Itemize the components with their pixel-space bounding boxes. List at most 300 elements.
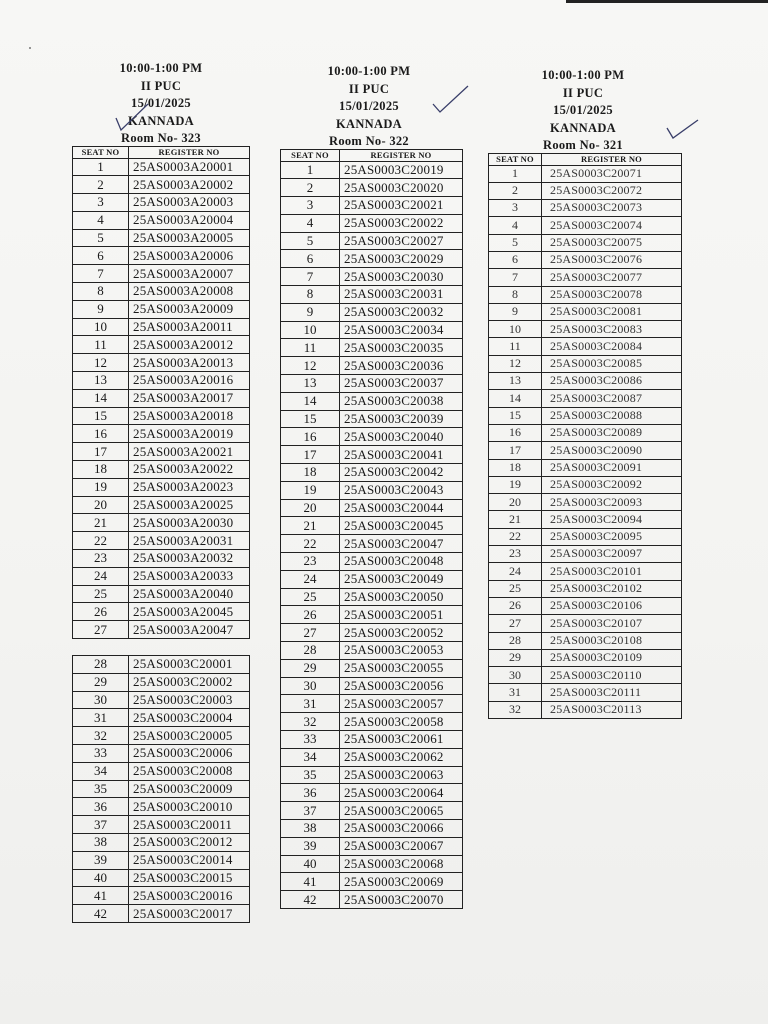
table-row: [281, 802, 463, 820]
table-row: [73, 407, 250, 425]
seat-number: 20: [73, 496, 129, 514]
table-row: [73, 354, 250, 372]
register-number: 25AS0003C20070: [340, 891, 463, 909]
seat-no-header: SEAT NO: [281, 149, 340, 161]
register-number: 25AS0003A20030: [129, 514, 250, 532]
seat-number: 40: [73, 869, 129, 887]
seat-number: 10: [73, 318, 129, 336]
table-row: [73, 443, 250, 461]
register-number: 25AS0003C20072: [542, 182, 682, 199]
seat-number: 35: [73, 780, 129, 798]
register-number: 25AS0003C20111: [542, 684, 682, 701]
seat-number: 25: [489, 580, 542, 597]
register-number: 25AS0003C20021: [340, 197, 463, 215]
seat-number: 22: [281, 535, 340, 553]
register-number: 25AS0003C20102: [542, 580, 682, 597]
register-number: 25AS0003C20011: [129, 816, 250, 834]
table-row: [73, 425, 250, 443]
register-number: 25AS0003A20001: [129, 158, 250, 176]
table-row: [281, 570, 463, 588]
seat-number: 8: [73, 283, 129, 301]
table-row: [489, 251, 682, 268]
table-row: [489, 407, 682, 424]
table-row: [281, 606, 463, 624]
seat-number: 28: [489, 632, 542, 649]
seat-number: 9: [489, 303, 542, 320]
register-number: 25AS0003C20069: [340, 873, 463, 891]
table-row: [73, 833, 250, 851]
room-number: Room No- 322: [329, 134, 409, 148]
table-row: [489, 615, 682, 632]
register-number: 25AS0003C20091: [542, 459, 682, 476]
register-number: 25AS0003C20071: [542, 165, 682, 182]
register-number: 25AS0003C20053: [340, 642, 463, 660]
register-number: 25AS0003C20058: [340, 713, 463, 731]
register-number: 25AS0003C20006: [129, 745, 250, 763]
register-number: 25AS0003C20056: [340, 677, 463, 695]
register-number: 25AS0003C20044: [340, 499, 463, 517]
register-number: 25AS0003A20018: [129, 407, 250, 425]
register-number: 25AS0003C20041: [340, 446, 463, 464]
seat-number: 18: [73, 461, 129, 479]
table-row: [489, 442, 682, 459]
register-number: 25AS0003C20002: [129, 673, 250, 691]
table-row: [489, 321, 682, 338]
seat-number: 17: [281, 446, 340, 464]
register-number: 25AS0003A20033: [129, 567, 250, 585]
seat-number: 7: [73, 265, 129, 283]
register-number: 25AS0003C20027: [340, 232, 463, 250]
table-row: [73, 318, 250, 336]
seat-number: 19: [489, 476, 542, 493]
seat-number: 25: [281, 588, 340, 606]
register-number: 25AS0003C20097: [542, 546, 682, 563]
register-number: 25AS0003C20030: [340, 268, 463, 286]
register-number: 25AS0003C20047: [340, 535, 463, 553]
seat-number: 3: [281, 197, 340, 215]
seat-number: 26: [489, 597, 542, 614]
table-row: [281, 250, 463, 268]
table-row: [281, 286, 463, 304]
exam-subject: KANNADA: [550, 120, 616, 135]
room-header: [72, 60, 250, 148]
register-number: 25AS0003A20004: [129, 211, 250, 229]
table-row: [73, 656, 250, 674]
seat-number: 24: [281, 570, 340, 588]
seat-number: 33: [73, 745, 129, 763]
seat-number: 27: [73, 621, 129, 639]
exam-date: 15/01/2025: [553, 103, 613, 117]
seat-number: 32: [489, 701, 542, 718]
table-row: [73, 496, 250, 514]
seat-number: 2: [73, 176, 129, 194]
register-number: 25AS0003C20029: [340, 250, 463, 268]
seat-number: 29: [73, 673, 129, 691]
table-row: [73, 550, 250, 568]
table-row: [73, 194, 250, 212]
seat-number: 22: [489, 528, 542, 545]
room-322-column: [280, 63, 463, 909]
exam-date: 15/01/2025: [339, 99, 399, 113]
table-row: [281, 268, 463, 286]
table-row: [281, 553, 463, 571]
register-number: 25AS0003C20052: [340, 624, 463, 642]
seat-number: 5: [489, 234, 542, 251]
seat-number: 17: [489, 442, 542, 459]
register-number: 25AS0003C20068: [340, 855, 463, 873]
seat-number: 28: [281, 642, 340, 660]
register-number: 25AS0003A20003: [129, 194, 250, 212]
register-number: 25AS0003A20045: [129, 603, 250, 621]
table-row: [281, 659, 463, 677]
table-row: [281, 339, 463, 357]
table-row: [73, 176, 250, 194]
seat-no-header: SEAT NO: [73, 146, 129, 158]
register-number: 25AS0003A20031: [129, 532, 250, 550]
exam-date: 15/01/2025: [131, 96, 191, 110]
exam-subject: KANNADA: [128, 113, 194, 128]
register-number: 25AS0003A20019: [129, 425, 250, 443]
seat-number: 30: [489, 667, 542, 684]
register-number: 25AS0003C20085: [542, 355, 682, 372]
seat-number: 36: [73, 798, 129, 816]
table-row: [281, 179, 463, 197]
table-row: [281, 588, 463, 606]
table-row: [73, 887, 250, 905]
table-row: [281, 197, 463, 215]
column-header-row: [489, 153, 682, 165]
register-number: 25AS0003C20034: [340, 321, 463, 339]
seat-number: 38: [73, 833, 129, 851]
register-number: 25AS0003C20031: [340, 286, 463, 304]
table-row: [281, 499, 463, 517]
seat-number: 27: [281, 624, 340, 642]
table-row: [489, 373, 682, 390]
register-number: 25AS0003C20015: [129, 869, 250, 887]
seat-number: 19: [73, 478, 129, 496]
register-number: 25AS0003A20008: [129, 283, 250, 301]
table-row: [73, 816, 250, 834]
register-number: 25AS0003C20106: [542, 597, 682, 614]
seat-number: 24: [73, 567, 129, 585]
seat-number: 31: [489, 684, 542, 701]
register-number: 25AS0003A20011: [129, 318, 250, 336]
register-no-header: REGISTER NO: [542, 153, 682, 165]
table-row: [281, 517, 463, 535]
seat-number: 1: [73, 158, 129, 176]
table-row: [281, 321, 463, 339]
table-row: [489, 580, 682, 597]
table-row: [73, 158, 250, 176]
register-number: 25AS0003C20022: [340, 214, 463, 232]
table-row: [489, 459, 682, 476]
seating-table-continued: [72, 655, 250, 923]
table-row: [281, 766, 463, 784]
register-number: 25AS0003C20064: [340, 784, 463, 802]
seat-number: 1: [489, 165, 542, 182]
seat-number: 29: [489, 649, 542, 666]
register-number: 25AS0003A20022: [129, 461, 250, 479]
speck: [29, 47, 31, 49]
seat-number: 11: [281, 339, 340, 357]
seat-number: 38: [281, 819, 340, 837]
register-number: 25AS0003C20108: [542, 632, 682, 649]
table-row: [281, 837, 463, 855]
seat-number: 3: [73, 194, 129, 212]
seat-number: 23: [489, 546, 542, 563]
table-row: [281, 428, 463, 446]
table-row: [281, 446, 463, 464]
table-row: [73, 798, 250, 816]
seat-number: 14: [281, 392, 340, 410]
register-number: 25AS0003C20092: [542, 476, 682, 493]
table-row: [281, 855, 463, 873]
table-row: [73, 514, 250, 532]
seat-number: 4: [489, 217, 542, 234]
seat-number: 10: [281, 321, 340, 339]
register-number: 25AS0003C20009: [129, 780, 250, 798]
seat-number: 28: [73, 656, 129, 674]
register-number: 25AS0003C20077: [542, 269, 682, 286]
register-number: 25AS0003A20007: [129, 265, 250, 283]
seat-number: 27: [489, 615, 542, 632]
register-number: 25AS0003C20073: [542, 200, 682, 217]
table-row: [73, 780, 250, 798]
seat-number: 16: [281, 428, 340, 446]
register-number: 25AS0003C20107: [542, 615, 682, 632]
table-row: [281, 731, 463, 749]
exam-time: 10:00-1:00 PM: [327, 64, 411, 78]
register-number: 25AS0003C20078: [542, 286, 682, 303]
table-row: [281, 303, 463, 321]
room-number: Room No- 321: [543, 138, 623, 152]
seat-number: 12: [73, 354, 129, 372]
table-row: [73, 461, 250, 479]
table-row: [489, 476, 682, 493]
register-number: 25AS0003A20040: [129, 585, 250, 603]
seat-number: 32: [281, 713, 340, 731]
seating-table: [488, 153, 682, 720]
table-row: [489, 511, 682, 528]
register-number: 25AS0003C20076: [542, 251, 682, 268]
register-number: 25AS0003A20005: [129, 229, 250, 247]
seat-number: 37: [73, 816, 129, 834]
seat-number: 16: [73, 425, 129, 443]
table-row: [281, 873, 463, 891]
seat-number: 6: [281, 250, 340, 268]
seat-number: 18: [489, 459, 542, 476]
register-number: 25AS0003C20005: [129, 727, 250, 745]
table-row: [281, 392, 463, 410]
seat-number: 24: [489, 563, 542, 580]
room-number: Room No- 323: [121, 131, 201, 145]
seat-number: 23: [73, 550, 129, 568]
table-row: [73, 229, 250, 247]
seat-number: 32: [73, 727, 129, 745]
seat-number: 2: [281, 179, 340, 197]
table-row: [73, 621, 250, 639]
seat-number: 29: [281, 659, 340, 677]
register-number: 25AS0003A20025: [129, 496, 250, 514]
seat-number: 41: [281, 873, 340, 891]
table-row: [73, 727, 250, 745]
table-row: [281, 357, 463, 375]
register-number: 25AS0003C20057: [340, 695, 463, 713]
seat-number: 10: [489, 321, 542, 338]
register-number: 25AS0003C20089: [542, 424, 682, 441]
register-number: 25AS0003C20049: [340, 570, 463, 588]
seat-number: 42: [73, 905, 129, 923]
column-header-row: [73, 146, 250, 158]
register-number: 25AS0003C20040: [340, 428, 463, 446]
register-number: 25AS0003A20017: [129, 389, 250, 407]
seat-number: 23: [281, 553, 340, 571]
table-row: [489, 165, 682, 182]
seat-number: 40: [281, 855, 340, 873]
table-row: [489, 200, 682, 217]
seat-number: 25: [73, 585, 129, 603]
room-323-column: [72, 60, 250, 923]
table-row: [281, 375, 463, 393]
register-number: 25AS0003A20002: [129, 176, 250, 194]
seat-number: 35: [281, 766, 340, 784]
table-row: [489, 632, 682, 649]
register-number: 25AS0003C20010: [129, 798, 250, 816]
register-number: 25AS0003C20061: [340, 731, 463, 749]
register-number: 25AS0003A20016: [129, 372, 250, 390]
seat-number: 34: [281, 748, 340, 766]
check-mark-icon: [430, 82, 472, 116]
table-row: [281, 481, 463, 499]
register-number: 25AS0003C20008: [129, 762, 250, 780]
register-number: 25AS0003C20020: [340, 179, 463, 197]
register-number: 25AS0003C20083: [542, 321, 682, 338]
seat-number: 42: [281, 891, 340, 909]
register-number: 25AS0003C20003: [129, 691, 250, 709]
register-number: 25AS0003C20075: [542, 234, 682, 251]
table-row: [73, 300, 250, 318]
table-row: [489, 563, 682, 580]
seat-number: 15: [73, 407, 129, 425]
register-number: 25AS0003C20014: [129, 851, 250, 869]
seat-number: 39: [73, 851, 129, 869]
seat-number: 26: [73, 603, 129, 621]
seat-number: 7: [489, 269, 542, 286]
seat-number: 5: [281, 232, 340, 250]
register-number: 25AS0003C20048: [340, 553, 463, 571]
register-number: 25AS0003C20066: [340, 819, 463, 837]
register-number: 25AS0003C20017: [129, 905, 250, 923]
table-row: [489, 546, 682, 563]
register-number: 25AS0003A20012: [129, 336, 250, 354]
table-row: [73, 905, 250, 923]
table-row: [489, 217, 682, 234]
seat-number: 31: [73, 709, 129, 727]
seat-number: 37: [281, 802, 340, 820]
register-number: 25AS0003C20055: [340, 659, 463, 677]
seat-number: 16: [489, 424, 542, 441]
register-number: 25AS0003C20037: [340, 375, 463, 393]
table-row: [281, 748, 463, 766]
register-number: 25AS0003C20036: [340, 357, 463, 375]
table-row: [489, 338, 682, 355]
seat-number: 13: [281, 375, 340, 393]
seat-number: 17: [73, 443, 129, 461]
seat-number: 4: [281, 214, 340, 232]
seating-table: [280, 149, 463, 909]
seat-number: 19: [281, 481, 340, 499]
seating-table: [72, 146, 250, 640]
register-number: 25AS0003C20090: [542, 442, 682, 459]
register-number: 25AS0003A20009: [129, 300, 250, 318]
register-number: 25AS0003C20038: [340, 392, 463, 410]
table-row: [73, 211, 250, 229]
table-row: [73, 585, 250, 603]
table-row: [489, 234, 682, 251]
table-row: [489, 597, 682, 614]
seat-number: 13: [73, 372, 129, 390]
register-number: 25AS0003C20101: [542, 563, 682, 580]
seat-number: 21: [73, 514, 129, 532]
register-number: 25AS0003C20042: [340, 464, 463, 482]
table-row: [73, 709, 250, 727]
register-number: 25AS0003C20095: [542, 528, 682, 545]
seat-number: 30: [73, 691, 129, 709]
register-no-header: REGISTER NO: [129, 146, 250, 158]
table-row: [281, 784, 463, 802]
table-row: [281, 464, 463, 482]
register-number: 25AS0003C20086: [542, 373, 682, 390]
seat-number: 12: [281, 357, 340, 375]
table-row: [73, 869, 250, 887]
seat-number: 5: [73, 229, 129, 247]
seat-number: 1: [281, 161, 340, 179]
seat-number: 7: [281, 268, 340, 286]
seat-number: 14: [489, 390, 542, 407]
seat-number: 26: [281, 606, 340, 624]
seat-number: 8: [489, 286, 542, 303]
seat-number: 13: [489, 373, 542, 390]
register-number: 25AS0003C20051: [340, 606, 463, 624]
seat-number: 18: [281, 464, 340, 482]
seat-number: 31: [281, 695, 340, 713]
seat-number: 39: [281, 837, 340, 855]
register-number: 25AS0003C20039: [340, 410, 463, 428]
table-row: [489, 286, 682, 303]
seat-number: 20: [489, 494, 542, 511]
seat-number: 6: [489, 251, 542, 268]
seat-number: 2: [489, 182, 542, 199]
top-edge-shadow: [566, 0, 768, 3]
table-row: [281, 410, 463, 428]
register-number: 25AS0003C20084: [542, 338, 682, 355]
register-number: 25AS0003C20065: [340, 802, 463, 820]
seat-number: 34: [73, 762, 129, 780]
table-row: [73, 673, 250, 691]
seat-number: 6: [73, 247, 129, 265]
table-row: [489, 182, 682, 199]
seat-number: 4: [73, 211, 129, 229]
seat-number: 11: [489, 338, 542, 355]
table-row: [489, 303, 682, 320]
table-row: [489, 390, 682, 407]
table-row: [489, 649, 682, 666]
register-number: 25AS0003C20043: [340, 481, 463, 499]
register-number: 25AS0003C20050: [340, 588, 463, 606]
register-number: 25AS0003C20035: [340, 339, 463, 357]
register-number: 25AS0003C20094: [542, 511, 682, 528]
table-row: [489, 494, 682, 511]
